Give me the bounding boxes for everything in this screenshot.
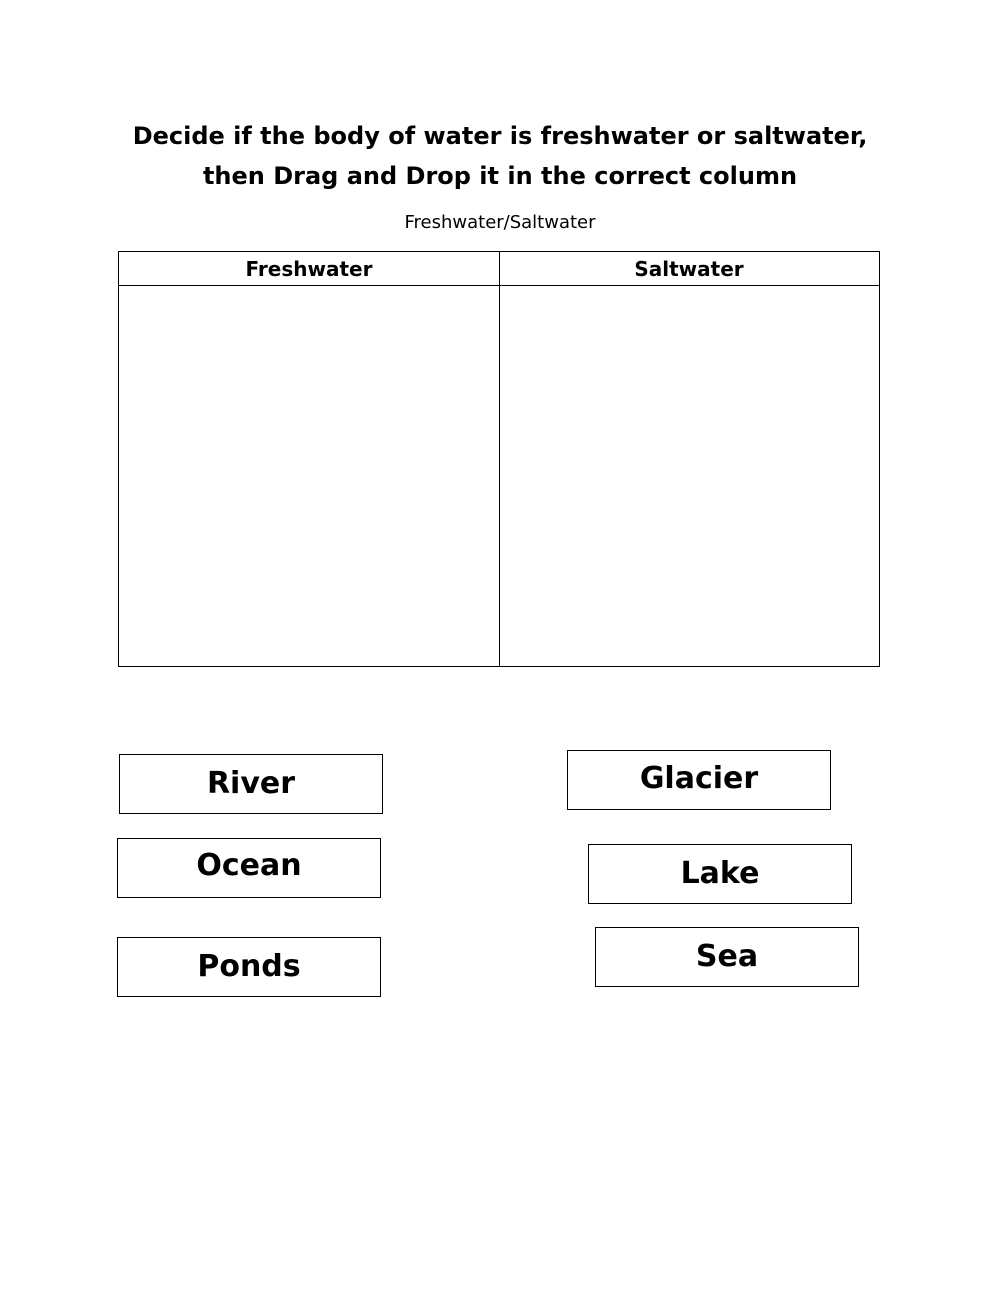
worksheet-subtitle: Freshwater/Saltwater — [404, 212, 596, 233]
instruction-line-1: Decide if the body of water is freshwater or saltwater, — [132, 122, 868, 150]
drag-card-river[interactable]: River — [119, 754, 383, 814]
drag-card-sea[interactable]: Sea — [595, 927, 859, 987]
drop-zone-saltwater[interactable] — [500, 286, 879, 666]
drop-zone-freshwater[interactable] — [119, 286, 499, 666]
drag-card-glacier[interactable]: Glacier — [567, 750, 831, 810]
column-header-saltwater: Saltwater — [499, 252, 879, 286]
drag-card-ponds[interactable]: Ponds — [117, 937, 381, 997]
instruction-line-2: then Drag and Drop it in the correct column — [202, 162, 798, 190]
sorting-table — [118, 251, 880, 667]
drag-card-ocean[interactable]: Ocean — [117, 838, 381, 898]
drag-card-lake[interactable]: Lake — [588, 844, 852, 904]
column-header-freshwater: Freshwater — [119, 252, 499, 286]
